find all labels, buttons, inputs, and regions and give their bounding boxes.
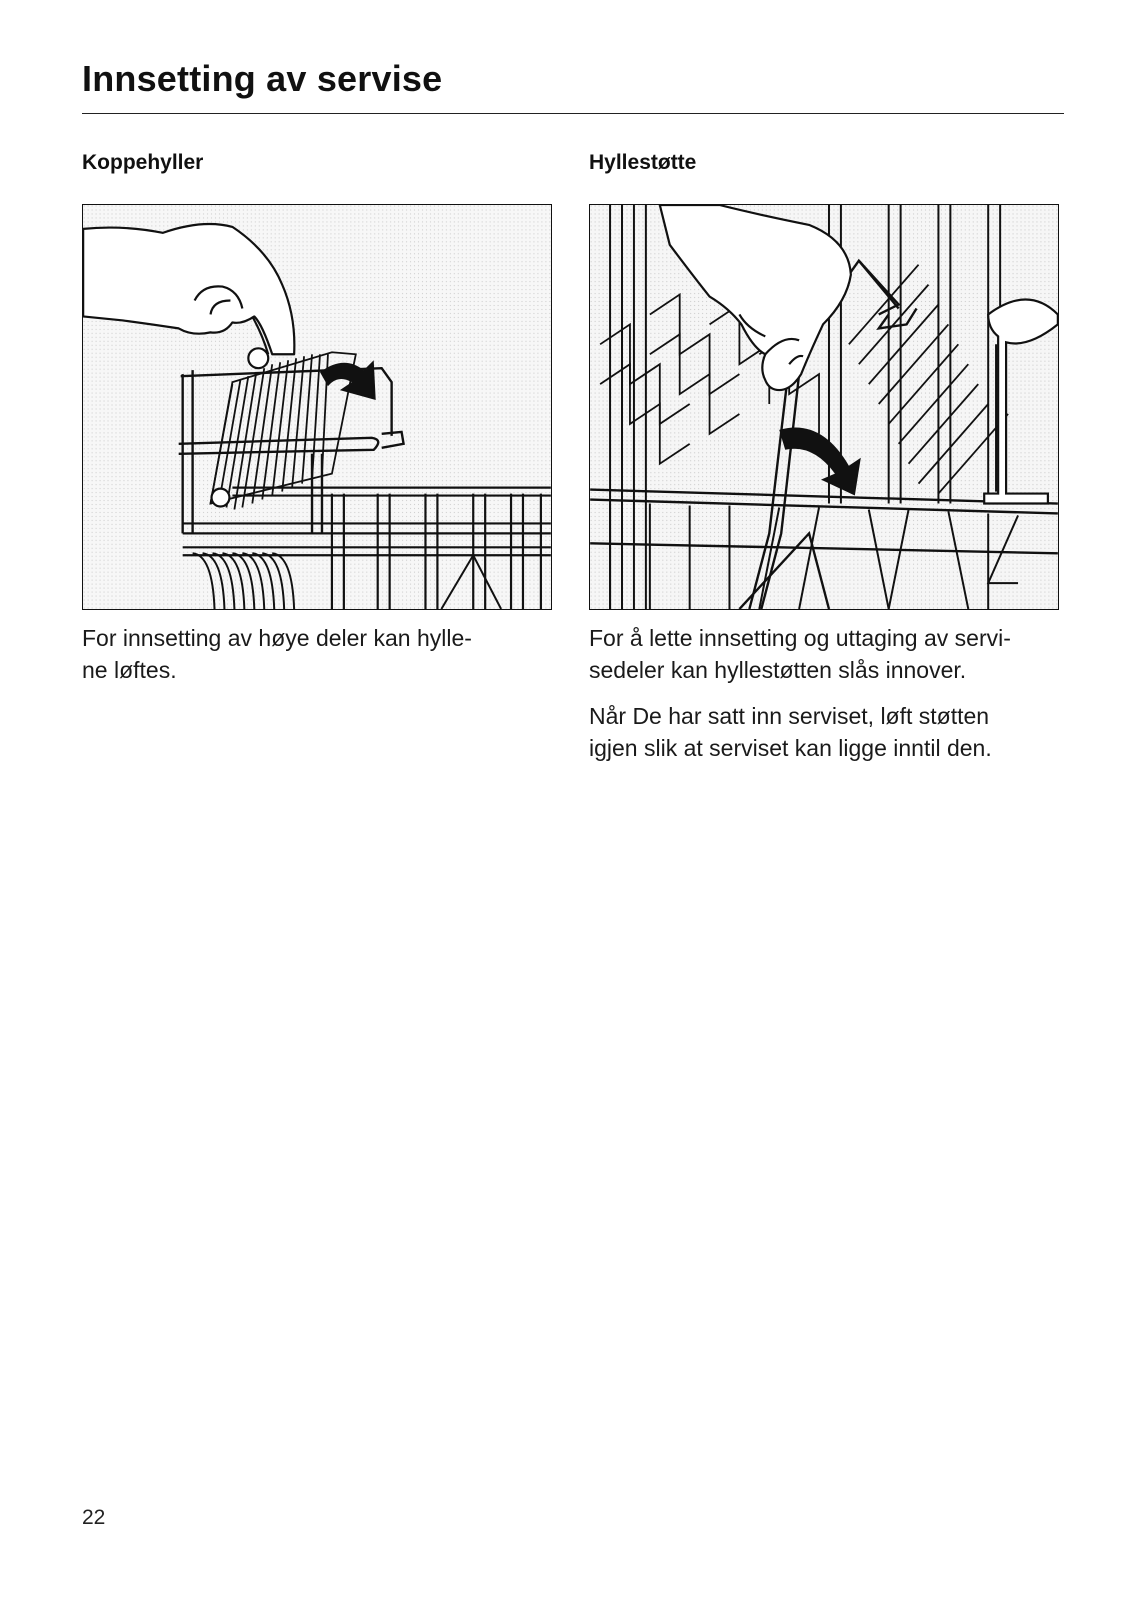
paragraph: For å lette innsetting og uttaging av servi- sedeler kan hyllestøtten slås innover.	[589, 625, 1011, 683]
section-text	[82, 622, 552, 700]
page-title: Innsetting av servise	[82, 58, 443, 99]
section-heading: Koppehyller	[82, 151, 204, 174]
paragraph: Når De har satt inn serviset, løft støtten igjen slik at serviset kan ligge inntil den.	[589, 703, 992, 761]
section-hyllestotte	[589, 148, 1059, 761]
section-koppehyller	[82, 148, 552, 683]
cup-shelf-illustration-icon	[82, 204, 552, 610]
page-number: 22	[82, 1506, 106, 1529]
title-divider	[82, 113, 1064, 114]
cup-shelf-drawing	[83, 205, 551, 609]
section-heading: Hyllestøtte	[589, 151, 697, 174]
paragraph: For innsetting av høye deler kan hylle- ne løftes.	[82, 625, 472, 683]
section-text	[589, 622, 1059, 778]
shelf-support-illustration-icon	[589, 204, 1059, 610]
shelf-support-drawing	[590, 205, 1058, 609]
